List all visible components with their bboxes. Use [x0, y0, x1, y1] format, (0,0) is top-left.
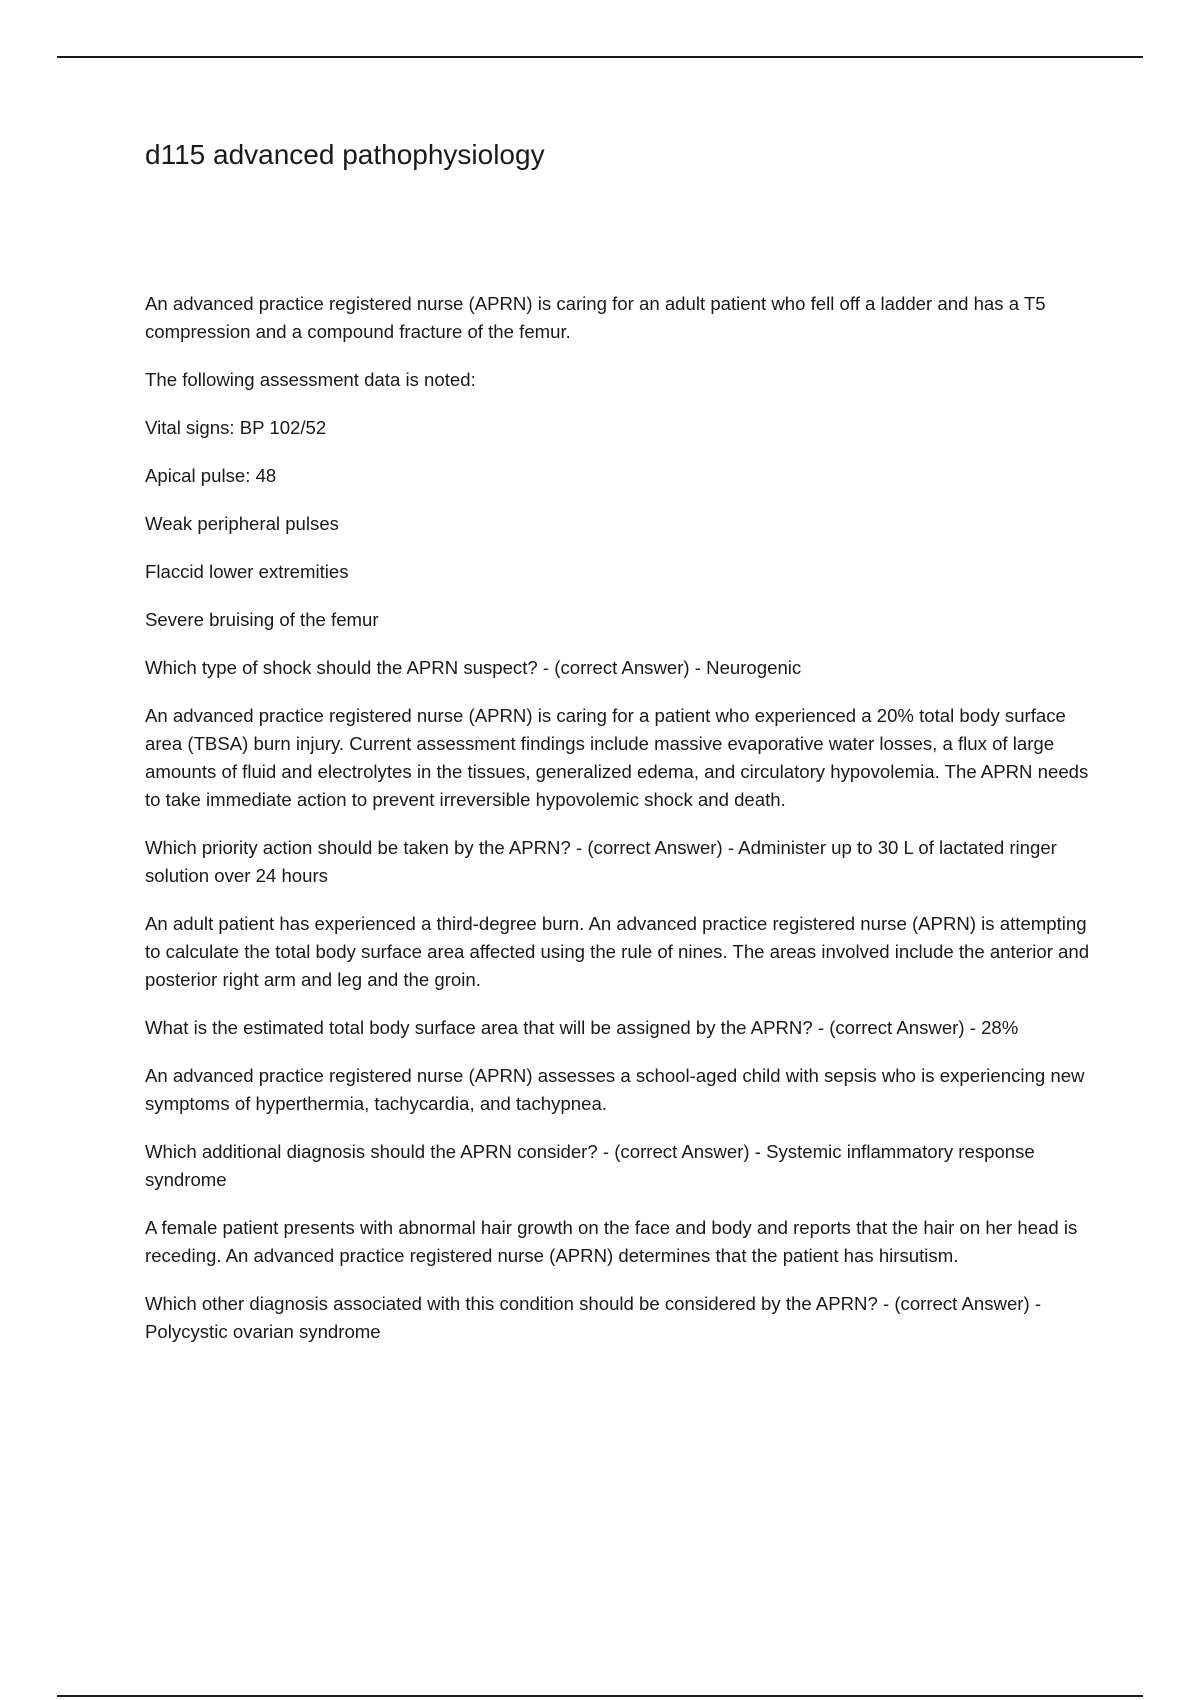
paragraph-question-1: Which type of shock should the APRN suspect? - (correct Answer) - Neurogenic [145, 657, 802, 678]
paragraph-scenario-4: An advanced practice registered nurse (APRN) assesses a school-aged child with sepsis who is experiencing new symptoms of hyperthermia, tachycardia, and tachypnea. [145, 1065, 1085, 1114]
paragraph-scenario-3: An adult patient has experienced a third-degree burn. An advanced practice registered nurse (APRN) is attempting to calculate the total body surface area affected using the rule of nines. The areas involved include the anterior and posterior right arm and leg and the groin. [145, 913, 1090, 990]
paragraph-bruising: Severe bruising of the femur [145, 609, 379, 630]
paragraph-question-3: What is the estimated total body surface area that will be assigned by the APRN? - (correct Answer) - 28% [145, 1017, 1019, 1038]
paragraph-assessment-intro: The following assessment data is noted: [145, 369, 476, 390]
paragraph-scenario-2: An advanced practice registered nurse (APRN) is caring for a patient who experienced a 20% total body surface area (TBSA) burn injury. Current assessment findings include massive evaporative water losses, a flux of large amounts of fluid and electrolytes in the tissues, generalized edema, and circulatory hypovolemia. The APRN needs to take immediate action to prevent irreversible hypovolemic shock and death. [145, 705, 1089, 810]
paragraph-flaccid-extremities: Flaccid lower extremities [145, 561, 349, 582]
paragraph-apical-pulse: Apical pulse: 48 [145, 465, 277, 486]
header-rule [57, 56, 1143, 58]
paragraph-vital-signs: Vital signs: BP 102/52 [145, 417, 327, 438]
paragraph-scenario-5: A female patient presents with abnormal hair growth on the face and body and reports that the hair on her head is receding. An advanced practice registered nurse (APRN) determines that the patient has hirsutism. [145, 1217, 1078, 1266]
document-title: d115 advanced pathophysiology [145, 139, 545, 170]
paragraph-question-2: Which priority action should be taken by the APRN? - (correct Answer) - Administer up to 30 L of lactated ringer solution over 24 hours [145, 837, 1057, 886]
paragraph-scenario-1: An advanced practice registered nurse (APRN) is caring for an adult patient who fell off a ladder and has a T5 compression and a compound fracture of the femur. [145, 293, 1046, 342]
document-body [145, 290, 1100, 1366]
paragraph-peripheral-pulses: Weak peripheral pulses [145, 513, 339, 534]
paragraph-question-4: Which additional diagnosis should the APRN consider? - (correct Answer) - Systemic inflammatory response syndrome [145, 1141, 1035, 1190]
footer-rule [57, 1695, 1143, 1697]
paragraph-question-5: Which other diagnosis associated with this condition should be considered by the APRN? - (correct Answer) - Polycystic ovarian syndrome [145, 1293, 1042, 1342]
